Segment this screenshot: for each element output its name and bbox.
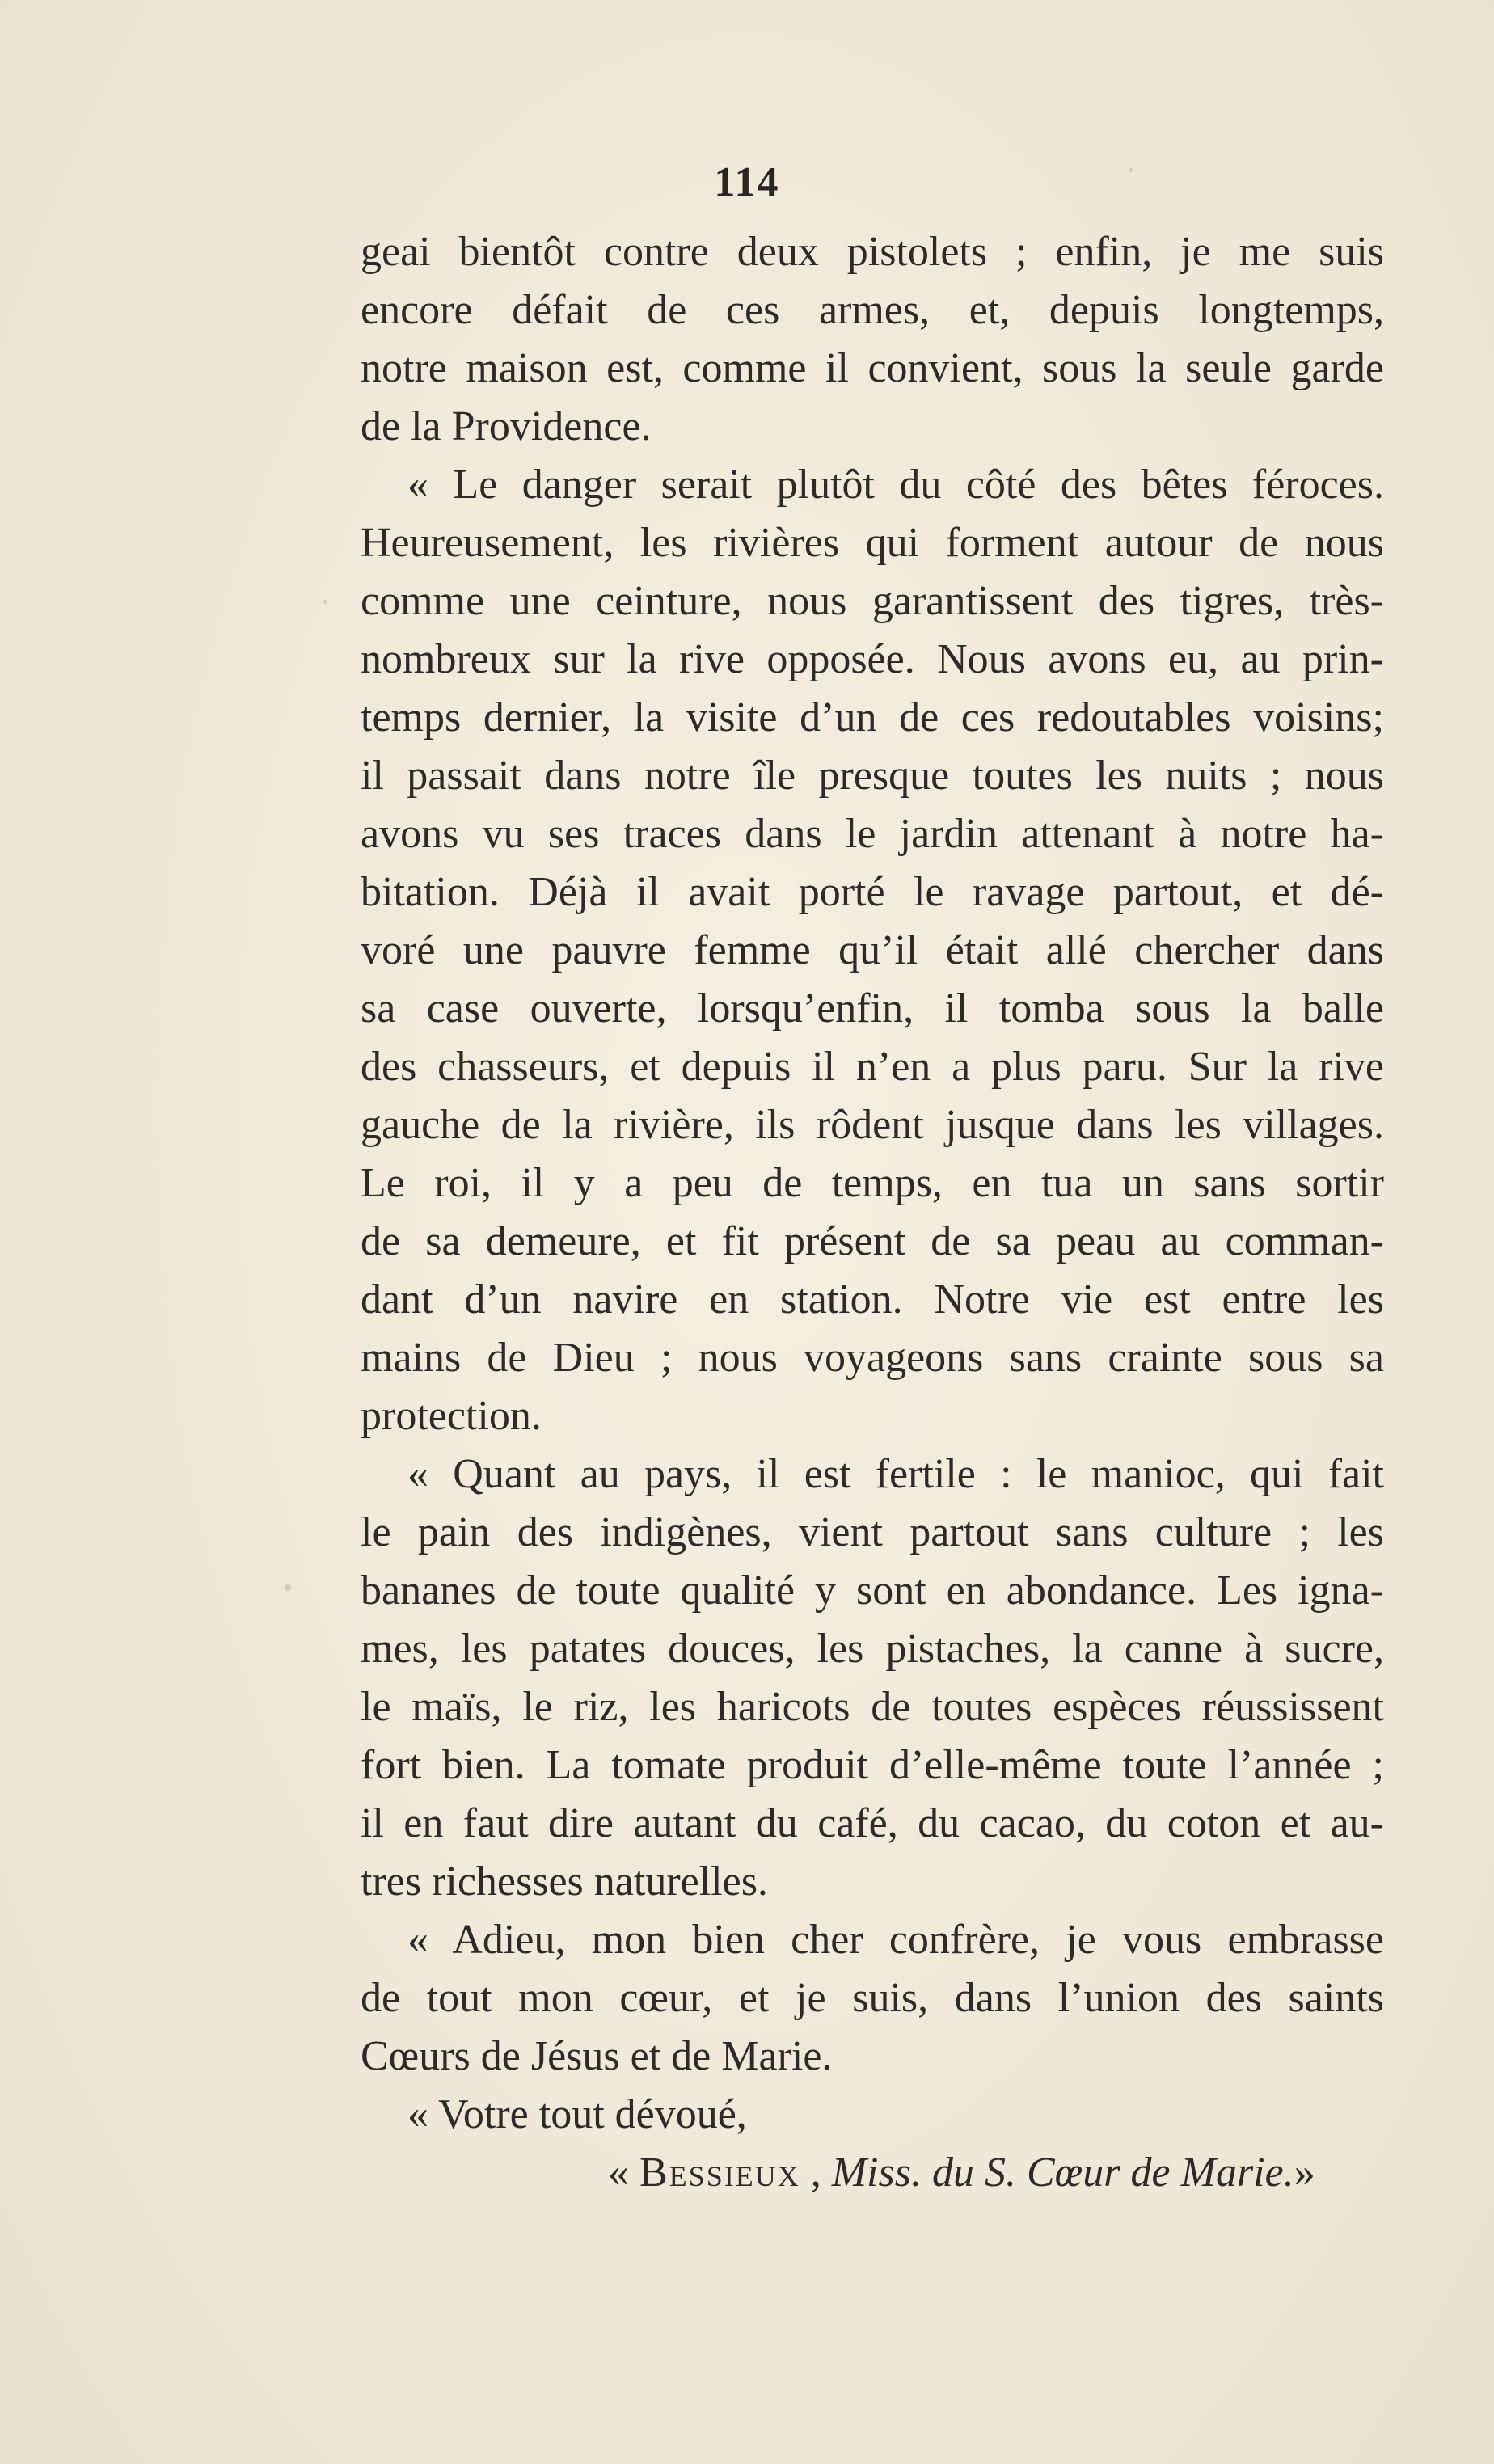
signature-close-quote: » [1294,2150,1315,2196]
text-line: fort bien. La tomate produit d’elle-même toute l’année ; [361,1742,1384,1788]
text-line: bitation. Déjà il avait porté le ravage partout, et dé- [361,869,1384,915]
signature-name: Bessieux [639,2150,800,2196]
paragraph-start-line: « Quant au pays, il est fertile : le manioc, qui fait [407,1451,1384,1497]
text-line: gauche de la rivière, ils rôdent jusque dans les villages. [361,1102,1384,1148]
text-line: bananes de toute qualité y sont en abondance. Les igna- [361,1567,1384,1614]
paper-speck [1129,168,1133,172]
text-line: Cœurs de Jésus et de Marie. [361,2033,833,2079]
paper-speck [323,600,327,604]
text-line: geai bientôt contre deux pistolets ; enfin, je me suis [361,229,1384,275]
body-text [361,223,1384,2202]
text-line: protection. [361,1393,542,1439]
signature-open-quote: « [608,2150,639,2196]
text-line: le maïs, le riz, les haricots de toutes espèces réussissent [361,1684,1384,1730]
text-line: sa case ouverte, lorsqu’enfin, il tomba sous la balle [361,985,1384,1032]
text-line: encore défait de ces armes, et, depuis longtemps, [361,287,1384,333]
closing-line: « Votre tout dévoué, [407,2091,747,2137]
paper-speck [285,1584,291,1591]
text-line: des chasseurs, et depuis il n’en a plus paru. Sur la rive [361,1044,1384,1090]
text-line: de sa demeure, et fit présent de sa peau au comman- [361,1218,1384,1264]
text-line: mes, les patates douces, les pistaches, la canne à sucre, [361,1626,1384,1672]
text-line: tres richesses naturelles. [361,1859,768,1905]
text-line: comme une ceinture, nous garantissent des tigres, très- [361,578,1384,624]
text-line: le pain des indigènes, vient partout sans culture ; les [361,1509,1384,1555]
paragraph-start-line: « Adieu, mon bien cher confrère, je vous embrasse [407,1917,1384,1963]
text-line: notre maison est, comme il convient, sous la seule garde [361,345,1384,391]
signature [361,2144,1384,2202]
text-line: il en faut dire autant du café, du cacao, du coton et au- [361,1800,1384,1846]
text-line: de tout mon cœur, et je suis, dans l’union des saints [361,1975,1384,2021]
text-line: dant d’un navire en station. Notre vie est entre les [361,1276,1384,1323]
text-line: voré une pauvre femme qu’il était allé chercher dans [361,927,1384,973]
text-line: il passait dans notre île presque toutes les nuits ; nous [361,753,1384,799]
signature-separator: , [800,2150,832,2196]
text-line: temps dernier, la visite d’un de ces redoutables voisins; [361,694,1384,740]
page-number: 114 [714,159,780,205]
text-line: nombreux sur la rive opposée. Nous avons eu, au prin- [361,636,1384,682]
text-line: avons vu ses traces dans le jardin attenant à notre ha- [361,811,1384,857]
text-line: Heureusement, les rivières qui forment autour de nous [361,520,1384,566]
paragraph-start-line: « Le danger serait plutôt du côté des bêtes féroces. [407,462,1384,508]
text-line: Le roi, il y a peu de temps, en tua un sans sortir [361,1160,1384,1206]
text-line: mains de Dieu ; nous voyageons sans crainte sous sa [361,1335,1384,1381]
signature-title: Miss. du S. Cœur de Marie. [831,2150,1294,2196]
text-line: de la Providence. [361,403,652,449]
